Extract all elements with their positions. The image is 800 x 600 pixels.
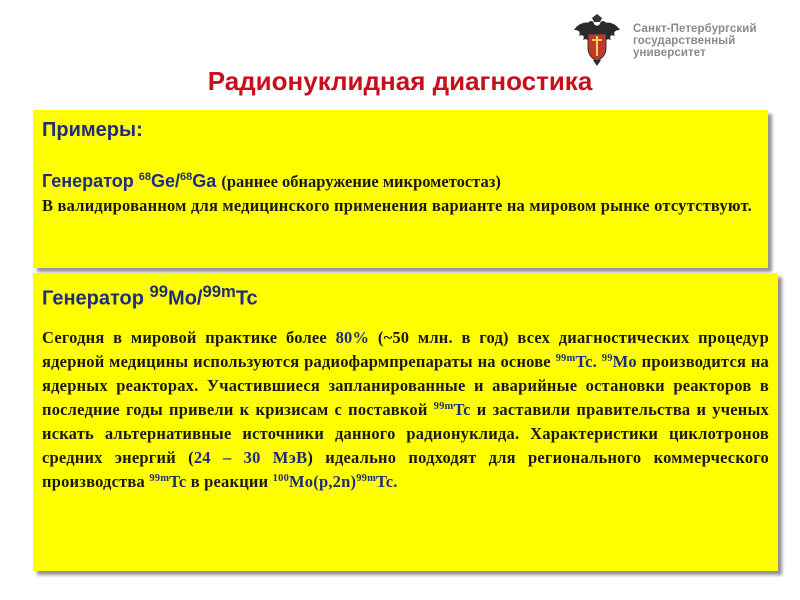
isotope-mass: 99m	[356, 472, 377, 484]
isotope-mass: 99m	[149, 472, 170, 484]
isotope-mo99	[602, 352, 637, 371]
page-title: Радионуклидная диагностика	[207, 66, 593, 96]
text-segment: Сегодня в мировой практике более	[42, 327, 327, 347]
isotope-mass: 99m	[433, 400, 454, 412]
ga-symbol: Ga	[192, 171, 217, 191]
mo-tc-heading	[42, 280, 769, 311]
percent-value: 80%	[335, 327, 370, 347]
ge-ga-availability-text: В валидированном для медицинского применения варианте на мировом рынке отсутствуют.	[42, 196, 752, 215]
examples-heading: Примеры:	[42, 119, 143, 141]
university-name: Санкт-Петербургский государственный университет	[633, 23, 757, 59]
isotope-mass: 99	[601, 352, 613, 364]
ge-ga-generator-line	[42, 169, 759, 194]
isotope-symbol: Mo	[612, 351, 637, 371]
mo-tc-paragraph	[42, 326, 769, 494]
isotope-tc99m	[149, 472, 186, 491]
isotope-symbol: Tc.	[575, 351, 597, 371]
examples-box	[33, 110, 768, 268]
text-segment: и заставили правительства и ученых искать альтернативные источники данного радионуклида. Характеристики циклотронов средних энергий (	[42, 399, 769, 467]
energy-range: 24 – 30 МэВ	[193, 447, 308, 467]
text-segment: в реакции	[190, 471, 269, 491]
double-headed-eagle-emblem-icon	[573, 14, 621, 66]
isotope-tc99m	[556, 352, 597, 371]
isotope-mass: 99m	[555, 352, 576, 364]
reaction-formula	[273, 472, 398, 491]
mo-symbol: Mo/	[168, 287, 203, 310]
isotope-symbol: Tc.	[376, 471, 398, 491]
mo-mass: 99	[149, 282, 169, 301]
reaction-text: Mo(p,2n)	[289, 471, 357, 491]
ge-mass: 68	[138, 171, 152, 183]
university-logo	[573, 14, 793, 66]
isotope-symbol: Tc	[169, 471, 187, 491]
tc-symbol: Tc	[235, 287, 258, 310]
mo-tc-generator-box	[33, 273, 778, 571]
isotope-symbol: Tc	[453, 399, 471, 419]
isotope-tc99m	[434, 400, 471, 419]
tc-mass: 99m	[202, 282, 236, 301]
ge-symbol: Ge/	[151, 171, 181, 191]
generator-note: (раннее обнаружение микрометостаз)	[221, 172, 501, 191]
text-segment: производится на ядерных реакторах. Участившиеся запланированные и аварийные остановки реакторов в последние годы привели к кризисам с поставкой	[42, 351, 769, 419]
ga-mass: 68	[180, 171, 193, 183]
mo-tc-heading-prefix: Генератор	[42, 287, 144, 310]
text-segment: ) идеально подходят для регионального коммерческого производства	[42, 447, 769, 491]
isotope-mass: 100	[272, 472, 290, 484]
generator-prefix: Генератор	[42, 171, 134, 191]
text-segment: (~50 млн. в год) всех диагностических процедур ядерной медицины используются радиофармпрепараты на основе	[42, 327, 769, 371]
